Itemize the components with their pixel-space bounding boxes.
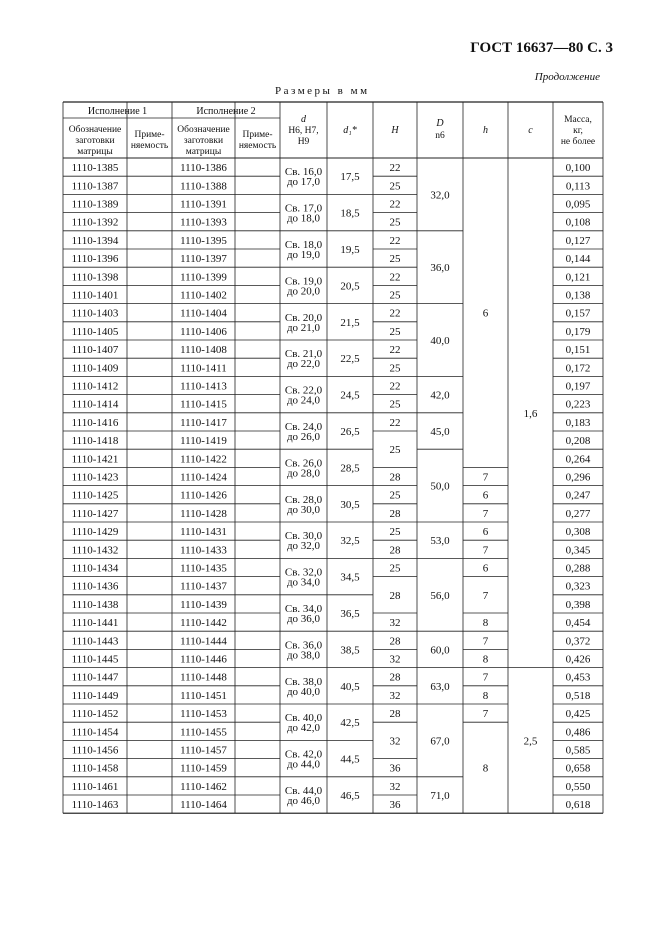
d-range: Св. 28,0 [284, 493, 323, 506]
H-value: 32 [389, 735, 401, 748]
designation-exec-1: 1110-1443 [71, 635, 119, 648]
designation-exec-1: 1110-1461 [71, 780, 119, 793]
d1-value: 44,5 [340, 753, 360, 766]
dimensions-caption: Размеры в мм [275, 85, 370, 97]
designation-exec-2: 1110-1455 [180, 726, 227, 739]
designation-exec-1: 1110-1405 [71, 325, 119, 338]
designation-exec-1: 1110-1438 [71, 598, 119, 611]
d1-value: 28,5 [340, 462, 360, 475]
designation-exec-1: 1110-1416 [71, 416, 119, 429]
d1-value: 17,5 [340, 171, 360, 184]
designation-exec-2: 1110-1464 [180, 799, 227, 812]
d-range: до 22,0 [286, 358, 321, 371]
column-header-usage: няемость [238, 141, 277, 151]
d-range: до 46,0 [286, 795, 321, 807]
designation-exec-1: 1110-1456 [71, 744, 119, 757]
column-header-designation: матрицы [185, 147, 222, 157]
designation-exec-1: 1110-1441 [71, 617, 119, 630]
designation-exec-1: 1110-1387 [71, 180, 119, 193]
designation-exec-2: 1110-1417 [180, 416, 227, 429]
column-header-d1: d₁* [343, 125, 357, 136]
mass-value: 0,296 [565, 471, 591, 484]
designation-exec-2: 1110-1433 [180, 544, 227, 557]
d-range: до 17,0 [286, 176, 321, 189]
designation-exec-1: 1110-1436 [71, 580, 119, 593]
designation-exec-1: 1110-1389 [71, 198, 119, 211]
d-range: Св. 30,0 [284, 530, 323, 543]
H-value: 25 [389, 216, 401, 229]
designation-exec-1: 1110-1398 [71, 271, 119, 284]
H-value: 28 [389, 635, 401, 648]
continued-label: Продолжение [534, 71, 600, 83]
d-range: до 36,0 [286, 613, 321, 625]
column-header-D: D [436, 118, 444, 129]
column-header-d: Н9 [297, 137, 310, 147]
h-value: 7 [482, 507, 489, 520]
h-value: 6 [482, 489, 489, 502]
column-header-usage: Приме- [134, 130, 165, 140]
mass-value: 0,550 [565, 780, 591, 793]
h-value: 6 [482, 562, 489, 575]
mass-value: 0,277 [565, 507, 591, 520]
H-value: 22 [389, 162, 401, 175]
d-range: Св. 42,0 [284, 748, 323, 761]
designation-exec-2: 1110-1431 [180, 526, 227, 539]
designation-exec-2: 1110-1413 [180, 380, 227, 393]
designation-exec-2: 1110-1442 [180, 617, 227, 630]
mass-value: 0,183 [565, 416, 591, 429]
column-header-usage: няемость [130, 141, 169, 151]
d1-value: 24,5 [340, 389, 360, 402]
designation-exec-1: 1110-1392 [71, 216, 119, 229]
d-range: Св. 20,0 [284, 311, 323, 324]
h-value: 7 [482, 708, 489, 721]
H-value: 25 [389, 253, 401, 266]
designation-exec-2: 1110-1457 [180, 744, 227, 757]
designation-exec-2: 1110-1386 [180, 162, 227, 175]
column-header-h: h [483, 125, 488, 136]
designation-exec-2: 1110-1406 [180, 325, 227, 338]
d-range: Св. 40,0 [284, 712, 323, 725]
H-value: 28 [389, 708, 401, 721]
d-range: Св. 22,0 [284, 384, 323, 397]
h-value: 8 [482, 762, 489, 775]
H-value: 25 [389, 362, 401, 375]
d1-value: 46,5 [340, 790, 360, 802]
d-range: Св. 19,0 [284, 275, 323, 288]
H-value: 36 [389, 762, 401, 775]
h-value: 8 [482, 653, 489, 666]
mass-value: 0,157 [565, 307, 591, 320]
D-value: 67,0 [430, 735, 450, 748]
H-value: 25 [389, 289, 401, 302]
D-value: 63,0 [430, 680, 450, 693]
designation-exec-1: 1110-1421 [71, 453, 119, 466]
mass-value: 0,113 [565, 180, 591, 193]
mass-value: 0,100 [565, 162, 591, 175]
designation-exec-2: 1110-1402 [180, 289, 227, 302]
D-value: 56,0 [430, 589, 450, 602]
designation-exec-2: 1110-1422 [180, 453, 227, 466]
designation-exec-1: 1110-1454 [71, 726, 119, 739]
designation-exec-1: 1110-1432 [71, 544, 119, 557]
mass-value: 0,585 [565, 744, 591, 757]
designation-exec-2: 1110-1408 [180, 344, 227, 357]
d-range: до 34,0 [286, 576, 321, 589]
d-range: Св. 16,0 [284, 166, 323, 179]
D-value: 40,0 [430, 335, 450, 347]
c-value: 1,6 [523, 407, 538, 420]
column-header-usage: Приме- [242, 130, 273, 140]
designation-exec-2: 1110-1415 [180, 398, 227, 411]
d-range: Св. 26,0 [284, 457, 323, 470]
D-value: 45,0 [430, 426, 450, 438]
mass-value: 0,144 [565, 253, 591, 266]
mass-value: 0,172 [565, 362, 591, 375]
designation-exec-2: 1110-1404 [180, 307, 227, 320]
designation-exec-1: 1110-1425 [71, 489, 119, 502]
designation-exec-1: 1110-1401 [71, 289, 119, 302]
H-value: 22 [389, 271, 401, 284]
d-range: до 26,0 [286, 431, 321, 443]
H-value: 25 [389, 444, 401, 457]
column-header-designation: заготовки [183, 136, 224, 146]
H-value: 28 [389, 671, 401, 684]
d-range: до 24,0 [286, 394, 321, 407]
H-value: 25 [389, 398, 401, 411]
d-range: до 28,0 [286, 467, 321, 480]
h-value: 8 [482, 617, 489, 630]
column-header-designation: заготовки [75, 136, 115, 146]
H-value: 28 [389, 507, 401, 520]
H-value: 28 [389, 471, 401, 484]
d1-value: 26,5 [340, 426, 360, 438]
page-header: ГОСТ 16637—80 С. 3 [470, 40, 613, 56]
column-header-d: Н6, Н7, [288, 126, 319, 136]
designation-exec-2: 1110-1388 [180, 180, 227, 193]
designation-exec-2: 1110-1391 [180, 198, 227, 211]
d1-value: 22,5 [340, 353, 360, 366]
mass-value: 0,308 [565, 526, 591, 539]
designation-exec-1: 1110-1407 [71, 344, 119, 357]
designation-exec-1: 1110-1458 [71, 762, 119, 775]
designation-exec-1: 1110-1452 [71, 708, 119, 721]
mass-value: 0,323 [565, 580, 591, 593]
designation-exec-1: 1110-1409 [71, 362, 119, 375]
designation-exec-1: 1110-1447 [71, 671, 119, 684]
mass-value: 0,223 [565, 398, 591, 411]
d1-value: 18,5 [340, 207, 360, 220]
D-value: 36,0 [430, 262, 450, 275]
designation-exec-2: 1110-1426 [180, 489, 227, 502]
mass-value: 0,453 [565, 671, 591, 684]
h-value: 6 [482, 307, 489, 320]
mass-value: 0,179 [565, 325, 591, 338]
mass-value: 0,138 [565, 289, 591, 302]
designation-exec-2: 1110-1451 [180, 689, 227, 702]
h-value: 7 [482, 544, 489, 557]
D-value: 53,0 [430, 535, 450, 548]
designation-exec-2: 1110-1428 [180, 507, 227, 520]
column-header-H: Н [391, 125, 399, 136]
designation-exec-2: 1110-1439 [180, 598, 227, 611]
column-header-c: c [528, 125, 533, 136]
d1-value: 30,5 [340, 498, 360, 511]
d-range: Св. 32,0 [284, 566, 323, 579]
H-value: 32 [389, 617, 401, 630]
d-range: до 38,0 [286, 649, 321, 662]
column-header-mass: не более [560, 137, 596, 147]
column-header-designation: матрицы [77, 147, 113, 157]
H-value: 25 [389, 180, 401, 193]
mass-value: 0,247 [565, 489, 591, 502]
D-value: 50,0 [430, 480, 450, 493]
d-range: до 42,0 [286, 722, 321, 735]
d-range: Св. 17,0 [284, 202, 323, 215]
mass-value: 0,108 [565, 216, 591, 229]
d-range: Св. 34,0 [284, 603, 323, 615]
H-value: 22 [389, 307, 401, 320]
mass-value: 0,264 [565, 453, 591, 466]
d1-value: 34,5 [340, 571, 360, 584]
d-range: до 18,0 [286, 212, 321, 225]
d-range: Св. 18,0 [284, 239, 323, 251]
mass-value: 0,454 [565, 617, 591, 630]
h-value: 7 [482, 671, 489, 684]
designation-exec-1: 1110-1412 [71, 380, 119, 393]
d1-value: 19,5 [340, 244, 360, 256]
designation-exec-1: 1110-1427 [71, 507, 119, 520]
H-value: 22 [389, 234, 401, 247]
designation-exec-2: 1110-1453 [180, 708, 227, 721]
H-value: 25 [389, 325, 401, 338]
d1-value: 36,5 [340, 608, 360, 620]
H-value: 22 [389, 416, 401, 429]
designation-exec-1: 1110-1418 [71, 435, 119, 448]
mass-value: 0,127 [565, 234, 591, 247]
group-header-execution-2: Исполнение 2 [196, 106, 256, 117]
designation-exec-2: 1110-1446 [180, 653, 227, 666]
designation-exec-2: 1110-1424 [180, 471, 227, 484]
designation-exec-2: 1110-1411 [180, 362, 227, 375]
D-value: 32,0 [430, 189, 450, 202]
d1-value: 32,5 [340, 535, 360, 548]
designation-exec-2: 1110-1395 [180, 234, 227, 247]
d1-value: 42,5 [340, 717, 360, 730]
D-value: 60,0 [430, 644, 450, 657]
designation-exec-2: 1110-1437 [180, 580, 227, 593]
mass-value: 0,288 [565, 562, 591, 575]
designation-exec-2: 1110-1399 [180, 271, 227, 284]
mass-value: 0,398 [565, 598, 591, 611]
column-header-d: d [301, 114, 306, 125]
H-value: 36 [389, 799, 401, 812]
d-range: до 32,0 [286, 540, 321, 553]
column-header-designation: Обозначение [68, 125, 122, 135]
d-range: до 21,0 [286, 321, 321, 334]
designation-exec-1: 1110-1429 [71, 526, 119, 539]
column-header-mass: кг, [573, 126, 583, 136]
H-value: 32 [389, 689, 401, 702]
designation-exec-1: 1110-1445 [71, 653, 119, 666]
h-value: 7 [482, 589, 489, 602]
designation-exec-1: 1110-1394 [71, 234, 119, 247]
mass-value: 0,208 [565, 435, 591, 448]
H-value: 28 [389, 589, 401, 602]
H-value: 25 [389, 562, 401, 575]
d-range: до 44,0 [286, 758, 321, 771]
h-value: 7 [482, 635, 489, 648]
designation-exec-2: 1110-1419 [180, 435, 227, 448]
D-value: 71,0 [430, 790, 450, 802]
designation-exec-1: 1110-1434 [71, 562, 119, 575]
h-value: 7 [482, 471, 489, 484]
H-value: 22 [389, 344, 401, 357]
c-value: 2,5 [523, 735, 538, 748]
designation-exec-2: 1110-1397 [180, 253, 227, 266]
designation-exec-1: 1110-1449 [71, 689, 119, 702]
designation-exec-2: 1110-1448 [180, 671, 227, 684]
H-value: 25 [389, 489, 401, 502]
mass-value: 0,426 [565, 653, 591, 666]
mass-value: 0,372 [565, 635, 591, 648]
d-range: до 20,0 [286, 285, 321, 298]
mass-value: 0,121 [565, 271, 591, 284]
d1-value: 38,5 [340, 644, 360, 657]
d-range: до 19,0 [286, 249, 321, 261]
d-range: до 40,0 [286, 685, 321, 698]
designation-exec-1: 1110-1414 [71, 398, 119, 411]
mass-value: 0,345 [565, 544, 591, 557]
d-range: Св. 21,0 [284, 348, 323, 361]
designation-exec-1: 1110-1396 [71, 253, 119, 266]
d-range: Св. 36,0 [284, 639, 323, 652]
d1-value: 20,5 [340, 280, 360, 293]
mass-value: 0,151 [565, 344, 591, 357]
mass-value: 0,425 [565, 708, 591, 721]
d1-value: 40,5 [340, 680, 360, 693]
designation-exec-1: 1110-1423 [71, 471, 119, 484]
designation-exec-1: 1110-1463 [71, 799, 119, 812]
mass-value: 0,518 [565, 689, 591, 702]
mass-value: 0,658 [565, 762, 591, 775]
H-value: 32 [389, 780, 401, 793]
column-header-D: n6 [435, 131, 445, 141]
column-header-designation: Обозначение [177, 125, 230, 135]
designation-exec-2: 1110-1459 [180, 762, 227, 775]
designation-exec-2: 1110-1444 [180, 635, 227, 648]
d-range: Св. 24,0 [284, 421, 323, 433]
mass-value: 0,197 [565, 380, 591, 393]
designation-exec-2: 1110-1462 [180, 780, 227, 793]
designation-exec-2: 1110-1435 [180, 562, 227, 575]
H-value: 32 [389, 653, 401, 666]
h-value: 6 [482, 526, 489, 539]
group-header-execution-1: Исполнение 1 [87, 106, 148, 117]
d1-value: 21,5 [340, 316, 360, 329]
column-header-mass: Масса, [564, 115, 592, 125]
d-range: Св. 38,0 [284, 675, 323, 688]
mass-value: 0,618 [565, 799, 591, 812]
H-value: 28 [389, 544, 401, 557]
designation-exec-1: 1110-1385 [71, 162, 119, 175]
H-value: 22 [389, 380, 401, 393]
D-value: 42,0 [430, 389, 450, 402]
d-range: Св. 44,0 [284, 785, 323, 797]
designation-exec-1: 1110-1403 [71, 307, 119, 320]
H-value: 25 [389, 526, 401, 539]
h-value: 8 [482, 689, 489, 702]
mass-value: 0,486 [565, 726, 591, 739]
designation-exec-2: 1110-1393 [180, 216, 227, 229]
mass-value: 0,095 [565, 198, 591, 211]
H-value: 22 [389, 198, 401, 211]
d-range: до 30,0 [286, 503, 321, 516]
